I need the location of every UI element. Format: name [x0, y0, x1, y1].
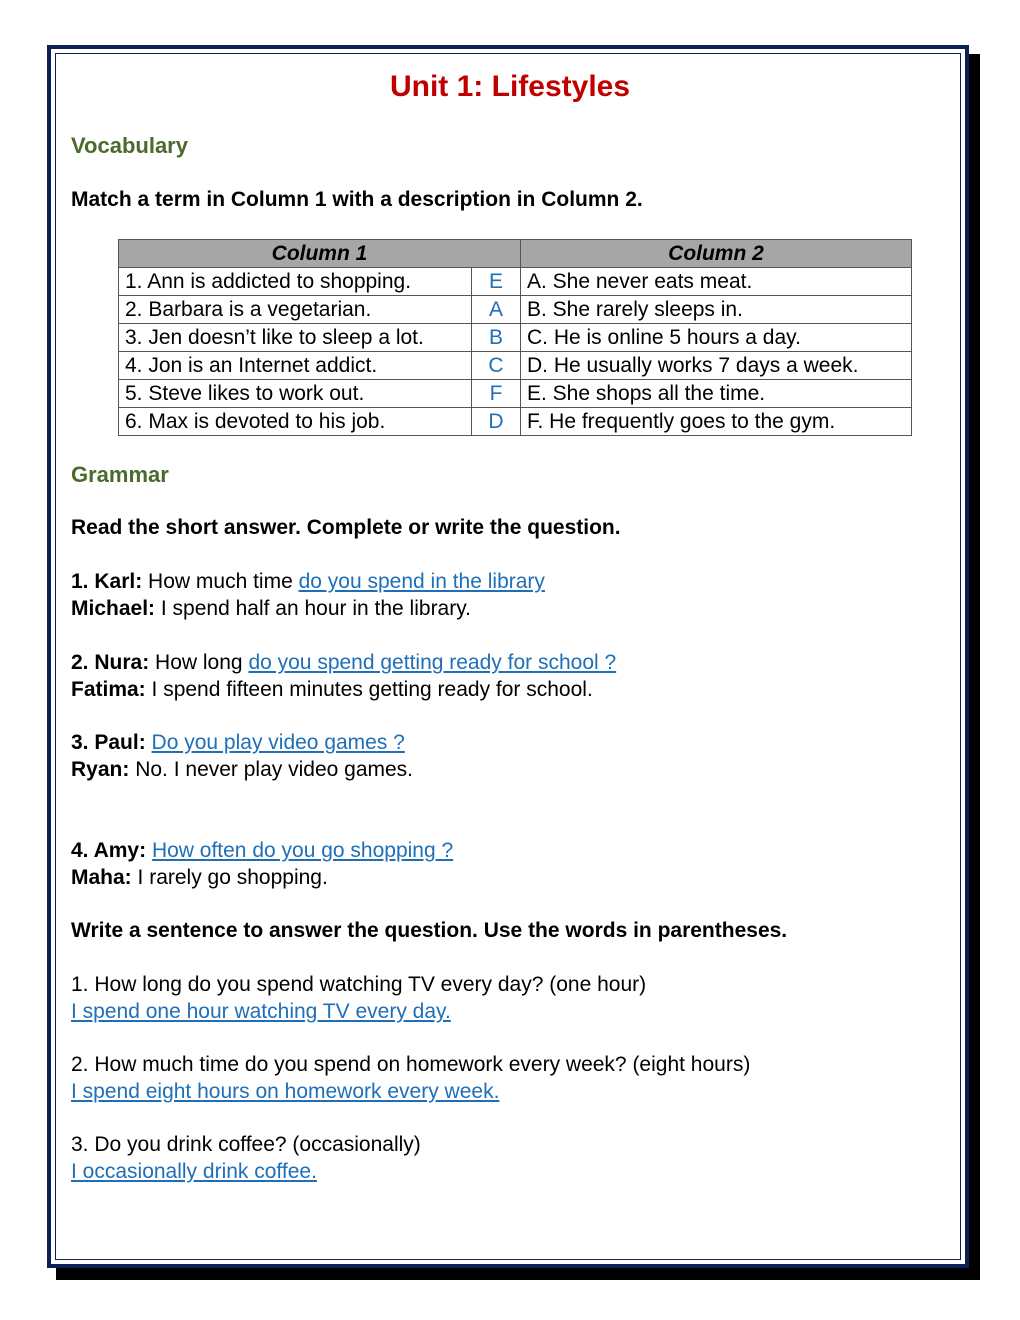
dialogue-question	[71, 569, 545, 595]
sentence-answer: I spend one hour watching TV every day.	[71, 1000, 451, 1023]
term-cell: 4. Jon is an Internet addict.	[119, 352, 472, 380]
dialogue-question	[71, 730, 405, 756]
question-prefix: How much time	[148, 570, 293, 593]
table-row	[119, 324, 912, 352]
grammar-heading: Grammar	[71, 462, 169, 487]
description-cell: F. He frequently goes to the gym.	[521, 408, 912, 436]
speaker-label: Fatima:	[71, 678, 146, 701]
sentence-question: 3. Do you drink coffee? (occasionally)	[71, 1133, 421, 1156]
dialogue-question	[71, 838, 453, 864]
answer-cell: A	[472, 296, 521, 324]
table-row	[119, 352, 912, 380]
speaker-label: 3. Paul:	[71, 731, 146, 754]
dialogue-answer	[71, 865, 328, 891]
dialogue-answer	[71, 757, 413, 783]
answer-cell: C	[472, 352, 521, 380]
question-answer: do you spend in the library	[298, 570, 545, 593]
sentence-answer: I occasionally drink coffee.	[71, 1160, 317, 1183]
term-cell: 2. Barbara is a vegetarian.	[119, 296, 472, 324]
table-header-row	[119, 240, 912, 268]
description-cell: C. He is online 5 hours a day.	[521, 324, 912, 352]
dialogue-question	[71, 650, 616, 676]
vocabulary-heading: Vocabulary	[71, 133, 188, 158]
table-row	[119, 268, 912, 296]
question-prefix: How long	[155, 651, 243, 674]
speaker-label: 1. Karl:	[71, 570, 143, 593]
description-cell: E. She shops all the time.	[521, 380, 912, 408]
answer-text: I rarely go shopping.	[137, 866, 328, 889]
vocabulary-instruction: Match a term in Column 1 with a description in Column 2.	[71, 188, 643, 211]
term-cell: 1. Ann is addicted to shopping.	[119, 268, 472, 296]
answer-cell: B	[472, 324, 521, 352]
term-cell: 3. Jen doesn’t like to sleep a lot.	[119, 324, 472, 352]
speaker-label: Maha:	[71, 866, 132, 889]
speaker-label: Ryan:	[71, 758, 130, 781]
speaker-label: Michael:	[71, 597, 156, 620]
answer-cell: D	[472, 408, 521, 436]
table-row	[119, 296, 912, 324]
grammar-instruction-1: Read the short answer. Complete or write the question.	[71, 516, 621, 539]
sentence-question: 1. How long do you spend watching TV every day? (one hour)	[71, 973, 647, 996]
dialogue-answer	[71, 677, 593, 703]
page-title: Unit 1: Lifestyles	[389, 70, 631, 103]
term-cell: 5. Steve likes to work out.	[119, 380, 472, 408]
matching-table	[118, 239, 912, 436]
table-row	[119, 380, 912, 408]
sentence-answer: I spend eight hours on homework every week.	[71, 1080, 500, 1103]
description-cell: D. He usually works 7 days a week.	[521, 352, 912, 380]
sentence-question: 2. How much time do you spend on homework every week? (eight hours)	[71, 1053, 751, 1076]
dialogue-answer	[71, 596, 471, 622]
column-2-header: Column 2	[521, 240, 912, 268]
answer-text: I spend half an hour in the library.	[160, 597, 472, 620]
term-cell: 6. Max is devoted to his job.	[119, 408, 472, 436]
question-answer: do you spend getting ready for school ?	[248, 651, 617, 674]
question-answer: How often do you go shopping ?	[151, 839, 454, 862]
grammar-instruction-2: Write a sentence to answer the question. Use the words in parentheses.	[71, 919, 788, 942]
description-cell: A. She never eats meat.	[521, 268, 912, 296]
table-row	[119, 408, 912, 436]
column-1-header: Column 1	[119, 240, 521, 268]
question-answer: Do you play video games ?	[151, 731, 405, 754]
answer-cell: E	[472, 268, 521, 296]
answer-text: I spend fifteen minutes getting ready for school.	[151, 678, 593, 701]
answer-text: No. I never play video games.	[135, 758, 414, 781]
answer-cell: F	[472, 380, 521, 408]
speaker-label: 4. Amy:	[71, 839, 147, 862]
description-cell: B. She rarely sleeps in.	[521, 296, 912, 324]
speaker-label: 2. Nura:	[71, 651, 150, 674]
